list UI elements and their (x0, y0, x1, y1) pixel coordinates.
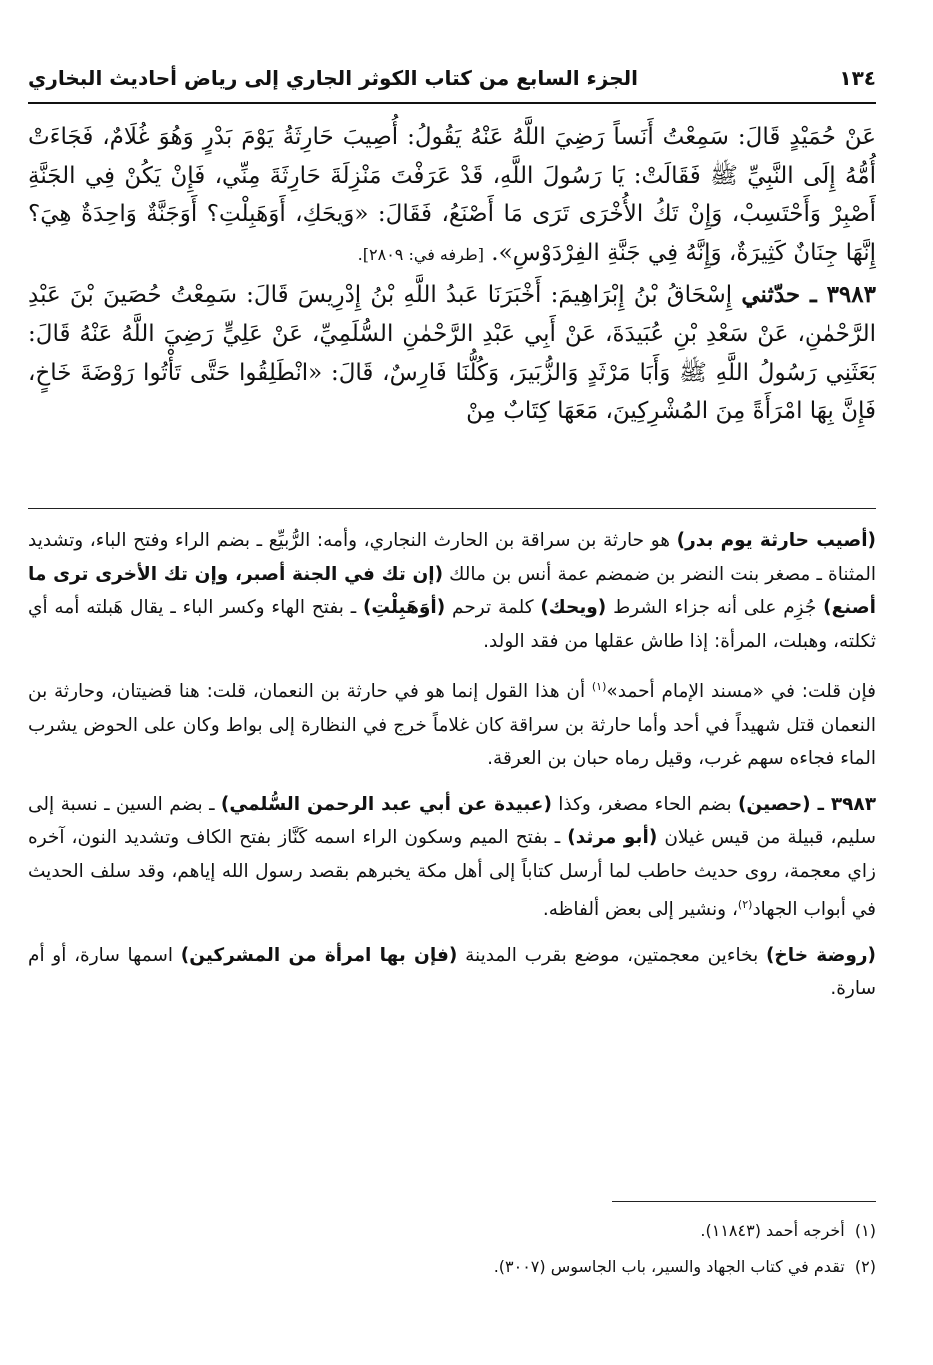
quoted-phrase: (إن تك في الجنة أصبر، وإن تك الأخرى ترى ما أصنع) (28, 563, 876, 618)
commentary-text: بضم الحاء مصغر، وكذا (551, 793, 738, 815)
commentary-text: ، ونشير إلى بعض ألفاظه. (542, 899, 738, 921)
commentary-text: فإن قلت: في «مسند الإمام أحمد» (606, 681, 876, 703)
quoted-phrase: (أبو مرثد) (567, 827, 658, 849)
book-page (28, 58, 876, 1348)
footnote-divider (612, 1201, 876, 1202)
footnote-number: (٢) (854, 1257, 876, 1276)
commentary-text: ـ بضم السين ـ نسبة إلى سليم، قبيلة من قيس غيلان (28, 793, 876, 849)
quoted-phrase: (روضة خاخ) (765, 944, 876, 966)
commentary-paragraph (28, 524, 876, 658)
quoted-phrase: (ويحك) (540, 597, 607, 618)
commentary-paragraph (28, 788, 876, 927)
commentary-text: اسمها سارة، أو أم سارة. (28, 944, 876, 1000)
cross-reference: [طرفه في: ٢٨٠٩]. (357, 244, 484, 264)
commentary-text: أن هذا القول إنما هو في حارثة بن النعمان، قلت: هنا قضيتان، وحارثة بن النعمان قتل شهيداً في أحد وأما حارثة بن سراقة كان غلاماً خرج في النظارة إلى بواط وكان على الحوض يشرب الماء فجاءه سهم غرب، وقيل رماه حبان بن العرقة. (28, 681, 876, 770)
footnote (28, 1252, 876, 1282)
hadith-number: ٣٩٨٣ ـ حدّثني (741, 281, 876, 309)
footnote-ref: (١) (591, 680, 607, 693)
footnotes (28, 1216, 876, 1288)
commentary-text: ـ بفتح الهاء وكسر الباء ـ يقال هَبلته أمه أي ثكلته، وهبلت، المرأة: إذا طاش عقلها من فقد الولد. (28, 597, 876, 652)
section-divider (28, 508, 876, 509)
quoted-phrase: (أوَهَبِلْتِ) (362, 597, 446, 618)
commentary-paragraph (28, 939, 876, 1006)
commentary-text: هو حارثة بن سراقة بن الحارث النجاري، وأمه: الرُّبيِّع ـ بضم الراء وفتح الباء، وتشديد المثناة ـ مصغر بنت النضر بن ضمضم عمة أنس بن مالك (28, 530, 876, 585)
quoted-phrase: (فإن بها امرأة من المشركين) (180, 944, 458, 966)
hadith-text (28, 118, 876, 433)
page-number: ١٣٤ (839, 66, 876, 90)
footnote-text: أخرجه أحمد (١١٨٤٣). (700, 1221, 845, 1240)
commentary-text: جُزِم على أنه جزاء الشرط (606, 597, 824, 618)
commentary-text: بخاءين معجمتين، موضع بقرب المدينة (457, 944, 766, 966)
footnote-ref: (٢) (737, 898, 753, 912)
hadith-body: إِسْحَاقُ بْنُ إِبْرَاهِيمَ: أَخْبَرَنَا عَبدُ اللَّهِ بْنُ إِدْرِيسَ قَالَ: سَمِعْتُ حُصَينَ بْنَ عَبْدِ الرَّحْمٰنِ، عَنْ سَعْدِ بْنِ عُبَيدَةَ، عَنْ أَبِي عَبْدِ الرَّحْمٰنِ السُّلَمِيِّ، عَنْ عَلِيٍّ رَضِيَ اللَّهُ عَنْهُ قَالَ: بَعَثَنِي رَسُولُ اللَّهِ ﷺ وَأَبَا مَرْثَدٍ وَالزُّبَيرَ، وَكُلُّنَا فَارِسٌ، قَالَ: «انْطَلِقُوا حَتَّى تَأْتُوا رَوْضَةَ خَاخٍ، فَإِنَّ بِهَا امْرَأَةً مِنَ المُشْرِكِينَ، مَعَهَا كِتَابٌ مِنْ (28, 282, 876, 425)
commentary (28, 524, 876, 1018)
quoted-phrase: (عبيدة عن أبي عبد الرحمن السُّلمي) (220, 793, 552, 815)
hadith-paragraph (28, 118, 876, 274)
footnote (28, 1216, 876, 1246)
running-header (28, 58, 876, 98)
hadith-paragraph (28, 276, 876, 430)
footnote-text: تقدم في كتاب الجهاد والسير، باب الجاسوس (٣٠٠٧). (493, 1257, 845, 1276)
footnote-number: (١) (854, 1221, 876, 1240)
quoted-phrase: ٣٩٨٣ ـ (حصين) (737, 793, 876, 815)
header-divider (28, 102, 876, 104)
running-title: الجزء السابع من كتاب الكوثر الجاري إلى رياض أحاديث البخاري (28, 66, 638, 90)
hadith-body: عَنْ حُمَيْدٍ قَالَ: سَمِعْتُ أَنَساً رَضِيَ اللَّهُ عَنْهُ يَقُولُ: أُصِيبَ حَارِثَةُ يَوْمَ بَدْرٍ وَهُوَ غُلَامٌ، فَجَاءَتْ أُمُّهُ إِلَى النَّبِيِّ ﷺ فَقَالَتْ: يَا رَسُولَ اللَّهِ، قَدْ عَرَفْتَ مَنْزِلَةَ حَارِثَةَ مِنِّي، فَإِنْ يَكُنْ فِي الجَنَّةِ أَصْبِرْ وَأَحْتَسِبْ، وَإِنْ تَكُ الأُخْرَى تَرَى مَا أَصْنَعُ، فَقَالَ: «وَيحَكِ، أَوَهَبِلْتِ؟ أَوَجَنَّةٌ وَاحِدَةٌ هِيَ؟ إِنَّهَا جِنَانٌ كَثِيرَةٌ، وَإِنَّهُ فِي جَنَّةِ الفِرْدَوْسِ». (28, 124, 876, 266)
commentary-text: كلمة ترحم (445, 597, 541, 618)
quoted-phrase: (أصيب حارثة يوم بدر) (676, 530, 877, 551)
commentary-paragraph (28, 670, 876, 776)
commentary-text: ـ بفتح الميم وسكون الراء اسمه كَنَّاز بفتح الكاف وتشديد النون، آخره زاي معجمة، روى حديث حاطب لما أرسل كتاباً إلى أهل مكة يخبرهم بقصد رسول الله إياهم، وقد سلف الحديث في أبواب الجهاد (28, 827, 876, 921)
